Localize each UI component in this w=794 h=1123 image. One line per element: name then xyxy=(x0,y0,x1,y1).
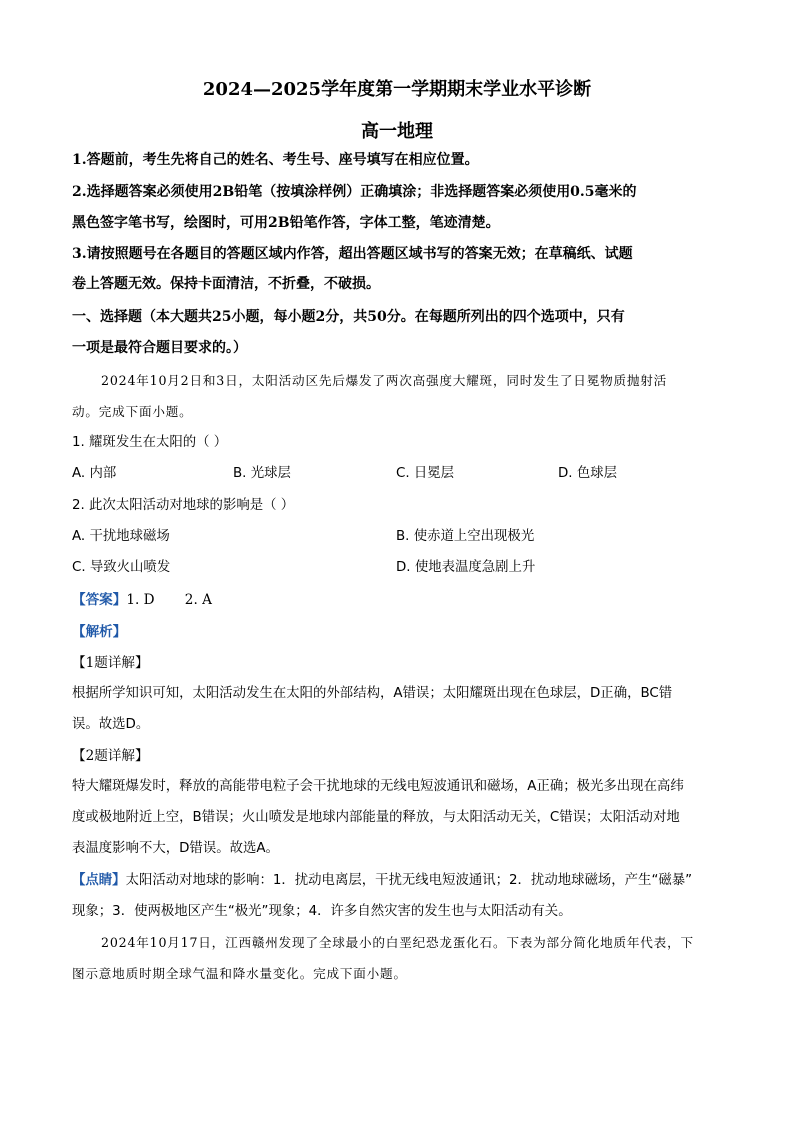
comment-label: 【点睛】 xyxy=(72,873,126,888)
exam-subject: 高一地理 xyxy=(361,121,433,142)
section-heading-cont: 一项是最符合题目要求的。） xyxy=(72,340,247,356)
detail-1-text: 根据所学知识可知，太阳活动发生在太阳的外部结构，A错误；太阳耀斑出现在色球层，D正确，BC错 xyxy=(72,686,673,701)
analysis-label: 【解析】 xyxy=(72,624,127,640)
question-1-option-d: D. 色球层 xyxy=(558,466,617,481)
passage-1: 2024年10月2日和3日，太阳活动区先后爆发了两次高强度大耀斑，同时发生了日冕物质抛射活 xyxy=(101,373,668,388)
instruction-3-cont: 卷上答题无效。保持卡面清洁，不折叠，不破损。 xyxy=(72,276,380,292)
instruction-3: 3.请按照题号在各题目的答题区域内作答，超出答题区域书写的答案无效；在草稿纸、试题 xyxy=(72,246,633,262)
exam-title: 2024—2025学年度第一学期期末学业水平诊断 xyxy=(202,79,592,100)
comment-text-cont: 现象；3．使两极地区产生“极光”现象；4．许多自然灾害的发生也与太阳活动有关。 xyxy=(72,904,572,919)
question-2-option-b: B. 使赤道上空出现极光 xyxy=(396,529,535,544)
detail-2-label: 【2题详解】 xyxy=(72,748,149,764)
comment-text: 太阳活动对地球的影响：1．扰动电离层，干扰无线电短波通讯；2．扰动地球磁场，产生“磁暴” xyxy=(125,873,693,888)
answer-line xyxy=(72,588,722,608)
section-heading: 一、选择题（本大题共25小题，每小题2分，共50分。在每题所列出的四个选项中，只有 xyxy=(72,309,625,325)
detail-1-text-cont: 误。故选D。 xyxy=(72,717,150,732)
question-1-stem: 1. 耀斑发生在太阳的（ ） xyxy=(72,435,228,450)
passage-2-cont: 图示意地质时期全球气温和降水量变化。完成下面小题。 xyxy=(72,966,407,981)
passage-1-cont: 动。完成下面小题。 xyxy=(72,404,193,419)
question-2-stem: 2. 此次太阳活动对地球的影响是（ ） xyxy=(72,498,295,513)
answer-label: 【答案】 xyxy=(72,592,127,608)
question-1-option-a: A. 内部 xyxy=(72,466,117,481)
comment-line xyxy=(72,869,722,888)
detail-2-text-cont: 度或极地附近上空，B错误；火山喷发是地球内部能量的释放，与太阳活动无关，C错误；太阳活动对地 xyxy=(72,810,680,825)
detail-2-text-end: 表温度影响不大，D错误。故选A。 xyxy=(72,841,279,856)
instruction-2: 2.选择题答案必须使用2B铅笔（按填涂样例）正确填涂；非选择题答案必须使用0.5毫米的 xyxy=(72,184,637,200)
question-1-option-c: C. 日冕层 xyxy=(396,466,455,481)
instruction-2-cont: 黑色签字笔书写，绘图时，可用2B铅笔作答，字体工整，笔迹清楚。 xyxy=(72,215,500,231)
question-2-option-d: D. 使地表温度急剧上升 xyxy=(396,560,536,575)
passage-2: 2024年10月17日，江西赣州发现了全球最小的白垩纪恐龙蛋化石。下表为部分简化地质年代表，下 xyxy=(101,935,694,950)
answer-text: 1. D 2. A xyxy=(126,592,212,608)
instruction-1: 1.答题前，考生先将自己的姓名、考生号、座号填写在相应位置。 xyxy=(72,152,479,168)
question-1-option-b: B. 光球层 xyxy=(233,466,291,481)
question-2-option-a: A. 干扰地球磁场 xyxy=(72,529,170,544)
detail-2-text: 特大耀斑爆发时，释放的高能带电粒子会干扰地球的无线电短波通讯和磁场，A正确；极光多出现在高纬 xyxy=(72,779,684,794)
detail-1-label: 【1题详解】 xyxy=(72,655,149,671)
question-2-option-c: C. 导致火山喷发 xyxy=(72,560,171,575)
